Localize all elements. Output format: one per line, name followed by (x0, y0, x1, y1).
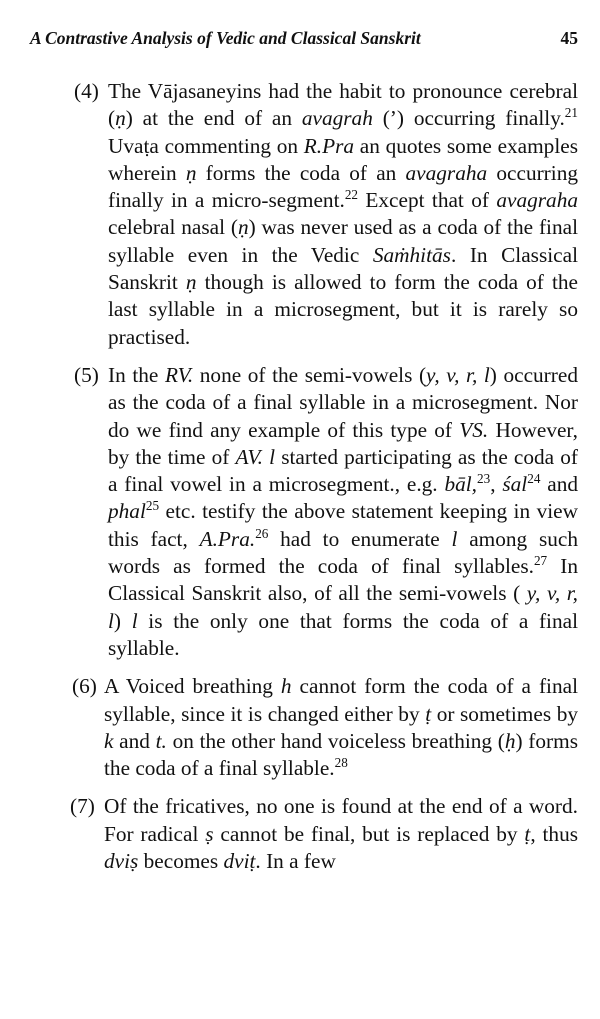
footnote-ref-25: 25 (145, 498, 160, 514)
running-header (30, 28, 578, 49)
paragraph-4: (4) The Vājasaneyins had the habit to pronounce cerebral (ṇ) at the end of an avagrah (’) occurring finally.$^{21}$ Uvaṭa commenting on R.Pra an quotes some examples wherein ṇ forms the coda of an avagraha occurring finally in a micro-segment.$^{22}$ Except that of avagraha celebral nasal (ṇ) was never used as a coda of the final syllable even in the Vedic Saṁhitās. In Classical Sanskrit ṇ though is allowed to form the coda of the last syllable in a microsegment, but it is rarely so practised. (74, 79, 578, 349)
paragraph-7: (7) Of the fricatives, no one is found at the end of a word. For radical ṣ cannot be final, but is replaced by ṭ, thus dviṣ becomes dviṭ. In a few (70, 794, 579, 874)
footnote-ref-24: 24 (527, 471, 541, 487)
footnote-ref-22: 22 (344, 187, 359, 203)
paragraph-number: (5) (74, 362, 99, 387)
paragraph-6: (6) A Voiced breathing h cannot form the coda of a final syllable, since it is changed either by ṭ or sometimes by k and t. on the other hand voiceless breathing (ḥ) forms the coda of a final syllable.$^{28}$ (72, 674, 578, 781)
paragraph-number: (6) (72, 674, 97, 699)
footnote-ref-28: 28 (334, 755, 348, 771)
footnote-ref-23: 23 (477, 471, 491, 487)
running-title: A Contrastive Analysis of Vedic and Classical Sanskrit (30, 28, 421, 48)
paragraph-number: (7) (70, 794, 95, 819)
footnote-ref-27: 27 (533, 553, 548, 569)
paragraph-5: (5) In the RV. none of the semi-vowels (y, v, r, l) occurred as the coda of a final syllable in a microsegment. Nor do we find any example of this type of VS. However, by the time of AV. l started participating as the coda of a final vowel in a microsegment., e.g. bāl,$^{23}$, śal$^{24}$ and phal$^{25}$ etc. testify the above statement keeping in view this fact, A.Pra.$^{26}$ had to enumerate l among such words as formed the coda of final syllables.$^{27}$ In Classical Sanskrit also, of all the semi-vowels ( y, v, r, l) l is the only one that forms the coda of a final syllable. (74, 362, 579, 660)
footnote-ref-26: 26 (255, 525, 269, 541)
body-text (0, 78, 600, 875)
footnote-ref-21: 21 (564, 105, 578, 121)
paragraph-number: (4) (74, 79, 99, 103)
page-number: 45 (560, 28, 578, 48)
